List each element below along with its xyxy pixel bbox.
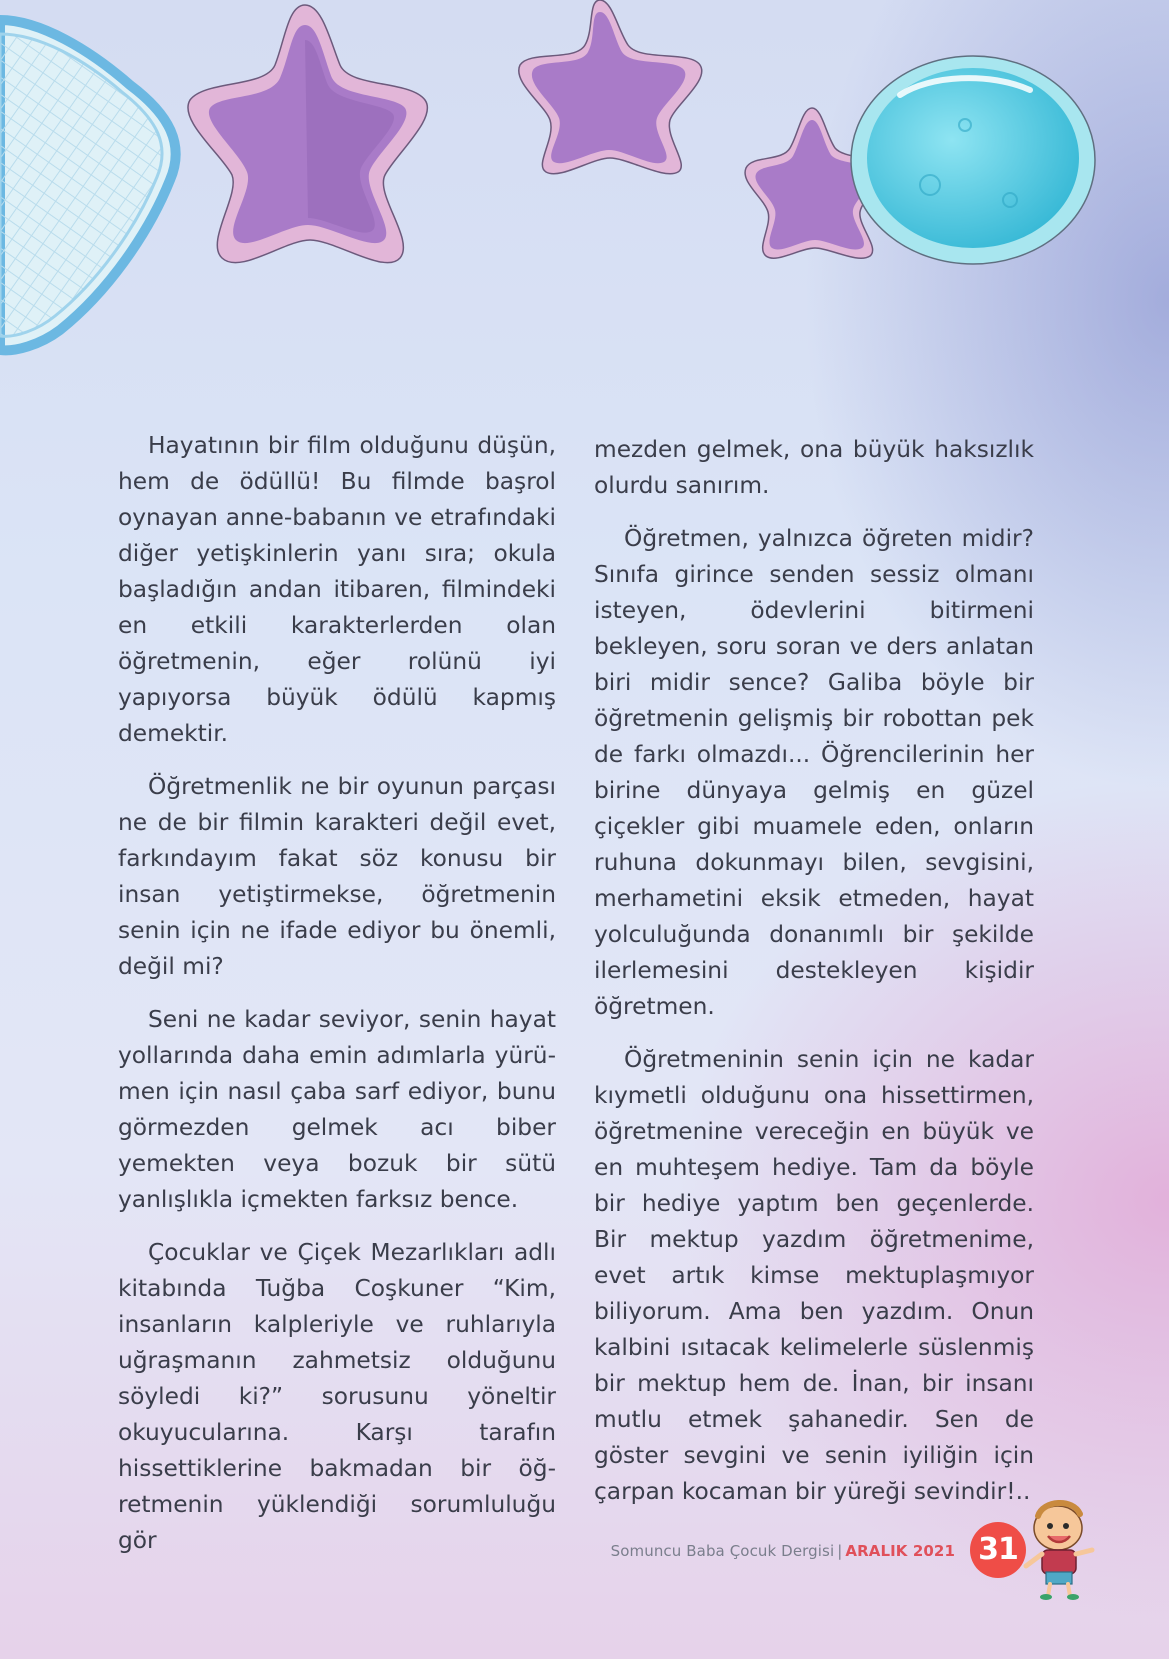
paragraph: Çocuklar ve Çiçek Mezarlıkları adlı kitabında Tuğba Coşkuner “Kim, insanların kalpleriyle ve ruhlarıyla uğraşmanın zahmetsiz olduğunu söyledi ki?” sorusunu yöneltir okuyucularına. Karşı tarafın hissettiklerine bakmadan bir öğretmenin yüklendiği sorumluluğu gör: [118, 1239, 556, 1554]
magazine-name: Somuncu Baba Çocuk Dergisi: [610, 1542, 835, 1560]
paragraph: Seni ne kadar seviyor, senin hayat yollarında daha emin adımlarla yürümen için nasıl çaba sarf ediyor, bunu görmezden gelmek acı biber yemekten veya bozuk bir sütü yanlışlıkla içmekten farksız bence.: [118, 1006, 556, 1213]
article-column-right: [594, 432, 1034, 1527]
header-decoration: [0, 0, 1169, 360]
footer-separator: |: [837, 1542, 843, 1560]
jellyfish-icon: [0, 20, 176, 350]
paragraph: Öğretmenlik ne bir oyunun parçası ne de bir filmin karakteri değil evet, farkındayım fakat söz konusu bir insan yetiştirmekse, öğretmenin senin için ne ifade ediyor bu önemli, değil mi?: [118, 773, 556, 980]
paragraph-continuation: mezden gelmek, ona büyük haksızlık olurdu sanırım.: [594, 436, 1034, 499]
page-number-badge: 31: [970, 1522, 1026, 1578]
paragraph: Öğretmeninin senin için ne kadar kıymetli olduğunu ona hissettirmen, öğretmenine vereceğin en büyük ve en muhteşem hediye. Tam da böyle bir hediye yaptım ben geçenlerde. Bir mektup yazdım öğretmenime, evet artık kimse mektuplaşmıyor biliyorum. Ama ben yazdım. Onun kalbini ısıtacak kelimelerle süslenmiş bir mektup hem de. İnan, bir insanı mutlu etmek şahanedir. Sen de göster sevgini ve senin iyiliğin için çarpan kocaman bir yüreği sevindir!..: [594, 1046, 1034, 1505]
paragraph: Öğretmen, yalnızca öğreten midir? Sınıfa girince senden sessiz olmanı isteyen, ödevlerini bitirmeni bekleyen, soru soran ve ders anlatan biri midir sence? Galiba böyle bir öğretmenin gelişmiş bir robottan pek de farkı olmazdı... Öğrencilerinin her birine dünyaya gelmiş en güzel çiçekler gibi muamele eden, onların ruhuna dokunmayı bilen, sevgisini, merhametini eksik etmeden, hayat yolculuğunda donanımlı bir şekilde ilerlemesini destekleyen kişidir öğretmen.: [594, 525, 1034, 1020]
paragraph: Hayatının bir film olduğunu düşün, hem de ödüllü! Bu filmde başrol oynayan anne-babanın ve etrafındaki diğer yetişkinlerin yanı sıra; okula başladığın andan itibaren, filmindeki en etkili karakterlerden olan öğretmenin, eğer rolünü iyi yapıyorsa büyük ödülü kapmış demektir.: [118, 432, 556, 747]
kid-mascot-icon: [1018, 1492, 1108, 1602]
starfish-icon: [519, 0, 702, 174]
issue-date: ARALIK 2021: [845, 1542, 955, 1560]
article-column-left: [118, 428, 556, 1576]
starfish-icon: [188, 5, 427, 263]
page-footer: [611, 1542, 955, 1560]
bubble-icon: [851, 56, 1095, 264]
